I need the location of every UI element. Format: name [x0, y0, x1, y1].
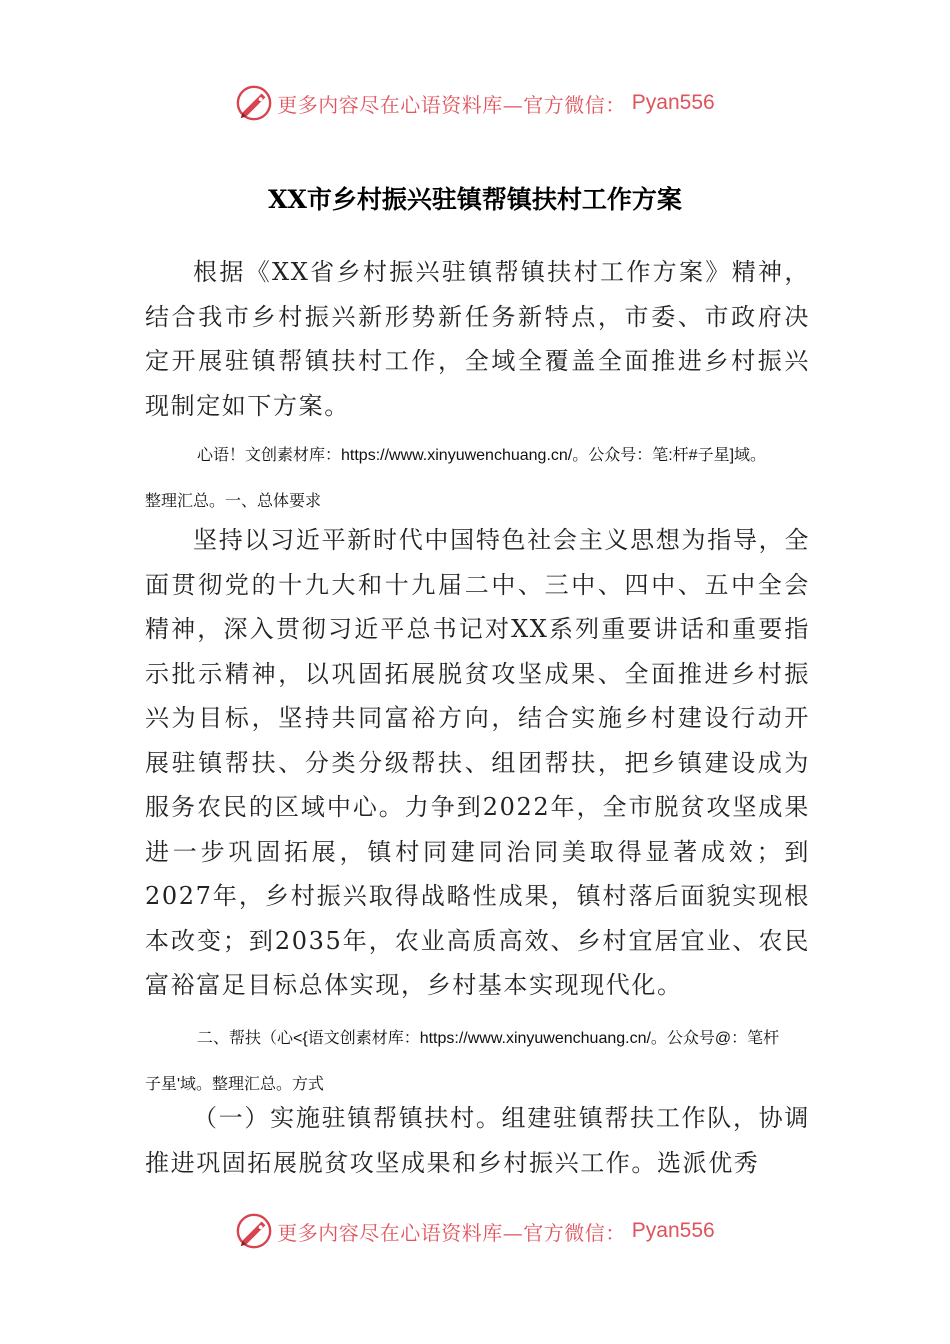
- watermark-note-line: 心语！文创素材库：https://www.xinyuwenchuang.cn/。公众号：笔:杆#子星]域。: [197, 447, 767, 464]
- banner-text: 更多内容尽在心语资料库—官方微信：: [277, 92, 626, 117]
- paragraph-town-assistance: （一）实施驻镇帮镇扶村。组建驻镇帮扶工作队，协调推进巩固拓展脱贫攻坚成果和乡村振兴工作。选派优秀: [145, 1104, 810, 1177]
- banner-text: 更多内容尽在心语资料库—官方微信：: [277, 1220, 626, 1245]
- section-heading-methods: 子星'域。整理汇总。方式: [145, 1076, 325, 1093]
- paragraph-general-requirements: 坚持以习近平新时代中国特色社会主义思想为指导，全面贯彻党的十九大和十九届二中、三中、四中、五中全会精神，深入贯彻习近平总书记对XX系列重要讲话和重要指示批示精神，以巩固拓展脱贫攻坚成果、全面推进乡村振兴为目标，坚持共同富裕方向，结合实施乡村建设行动开展驻镇帮扶、分类分级帮扶、组团帮扶，把乡镇建设成为服务农民的区域中心。力争到2022年，全市脱贫攻坚成果进一步巩固拓展，镇村同建同治同美取得显著成效；到2027年，乡村振兴取得战略性成果，镇村落后面貌实现根本改变；到2035年，农业高质高效、乡村宜居宜业、农民富裕富足目标总体实现，乡村基本实现现代化。: [145, 526, 810, 999]
- banner-wechat-id: Pyan556: [631, 1219, 715, 1242]
- banner-wechat-id: Pyan556: [631, 91, 715, 114]
- document-title: XX市乡村振兴驻镇帮镇扶村工作方案: [268, 185, 682, 214]
- footer-banner: [0, 1206, 950, 1256]
- pen-logo-icon: [235, 84, 273, 122]
- paragraph-intro: 根据《XX省乡村振兴驻镇帮镇扶村工作方案》精神，结合我市乡村振兴新形势新任务新特点，市委、市政府决定开展驻镇帮镇扶村工作，全域全覆盖全面推进乡村振兴现制定如下方案。: [145, 258, 810, 420]
- section-heading-general: 整理汇总。一、总体要求: [145, 493, 322, 510]
- header-banner: [0, 78, 950, 128]
- watermark-note-line: 二、帮扶（心<{语文创素材库：https://www.xinyuwenchuang.cn/。公众号@：笔杆: [197, 1030, 780, 1047]
- pen-logo-icon: [235, 1212, 273, 1250]
